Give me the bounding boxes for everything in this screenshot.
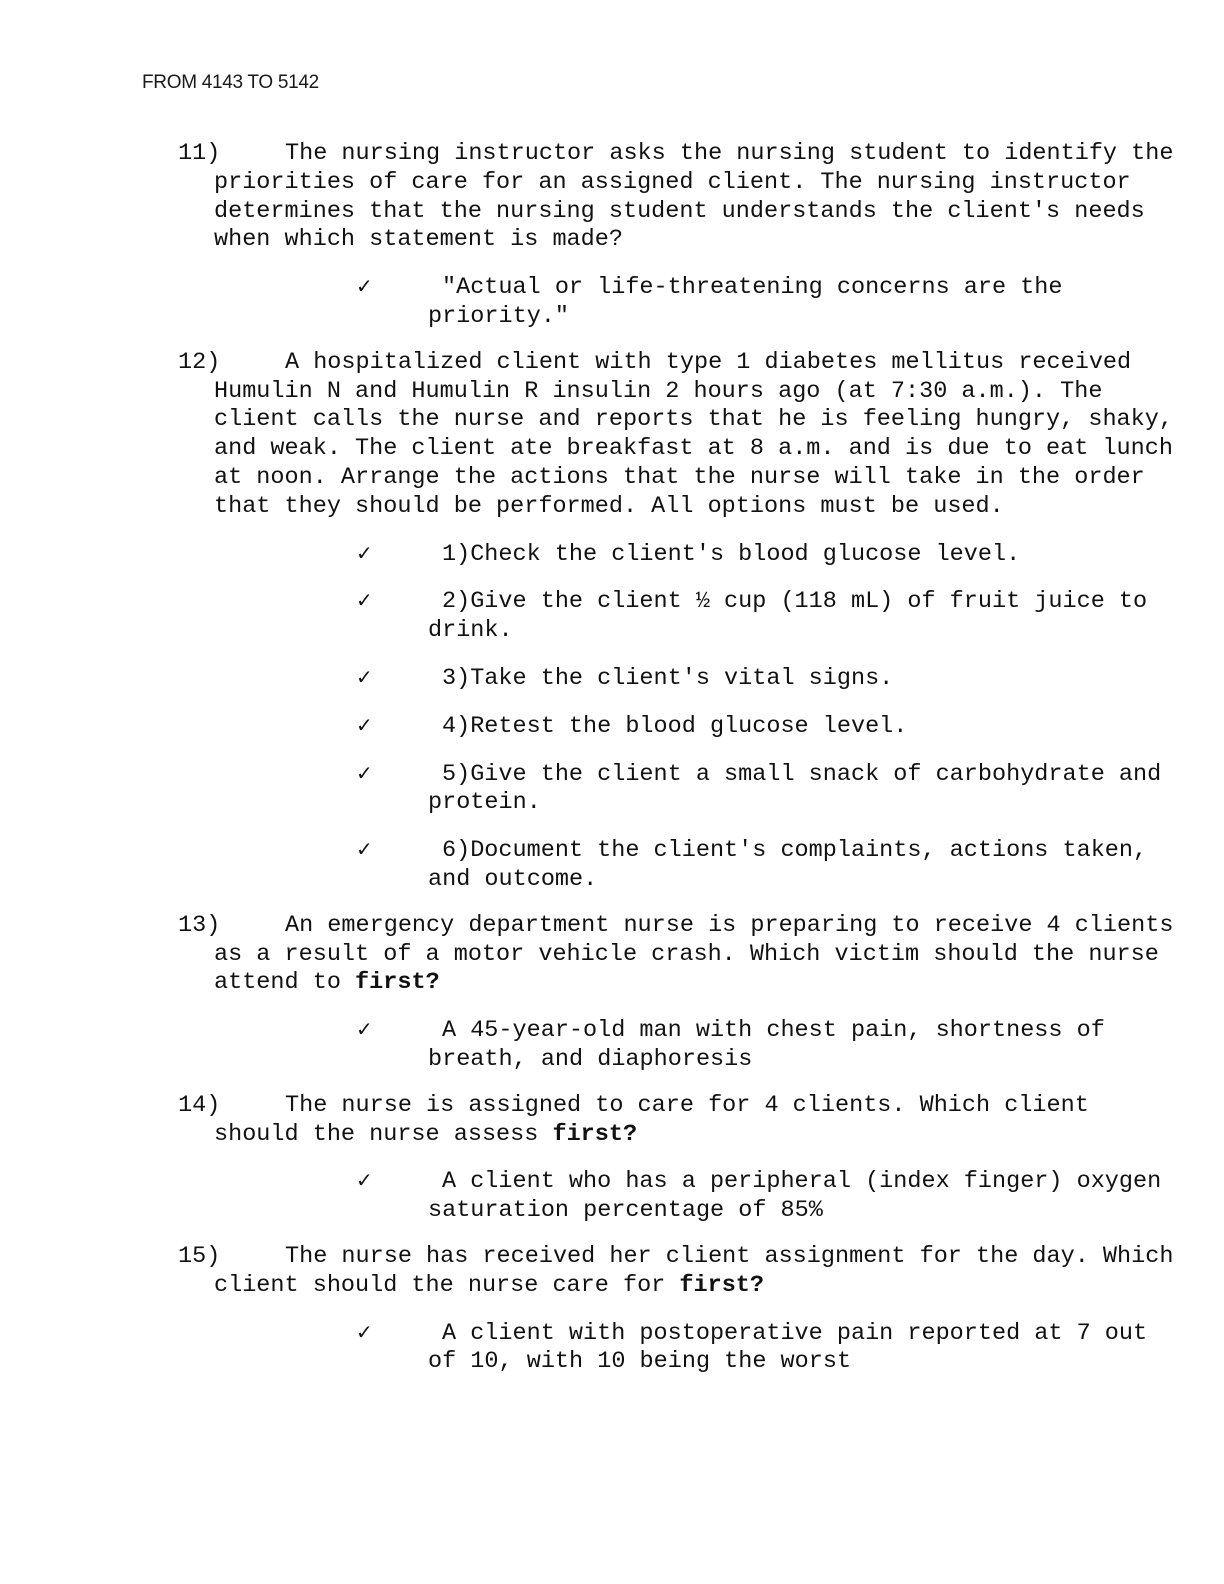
question-number: 13)	[178, 911, 221, 939]
answer-item	[178, 1166, 1178, 1226]
answer-text: A client who has a peripheral (index finger) oxygen saturation percentage of 85%	[428, 1168, 1162, 1225]
checkmark-icon: ✓	[356, 664, 373, 689]
answer-text: 4)Retest the blood glucose level.	[442, 712, 908, 740]
answer-text: "Actual or life-threatening concerns are the priority."	[428, 274, 1063, 330]
page-header: FROM 4143 TO 5142	[142, 72, 319, 93]
question-number: 14)	[178, 1091, 221, 1119]
checkmark-icon: ✓	[356, 540, 373, 565]
checkmark-icon: ✓	[356, 274, 373, 299]
question-number: 15)	[178, 1242, 221, 1270]
answer-text: 1)Check the client's blood glucose level.	[442, 540, 1021, 568]
question-text: The nursing instructor asks the nursing student to identify the priorities of care for an assigned client. The nursing instructor determines that the nursing student understands the client's needs when which statement is made?	[214, 140, 1174, 254]
answer-text: A client with postoperative pain reported at 7 out of 10, with 10 being the worst	[428, 1319, 1148, 1376]
checkmark-icon: ✓	[356, 1168, 373, 1193]
question-emphasis: first?	[679, 1271, 765, 1299]
question-text: A hospitalized client with type 1 diabetes mellitus received Humulin N and Humulin R insulin 2 hours ago (at 7:30 a.m.). The client calls the nurse and reports that he is feeling hungry, shaky, and weak. The client ate breakfast at 8 a.m. and is due to eat lunch at noon. Arrange the actions that the nurse will take in the order that they should be performed. All options must be used.	[214, 348, 1173, 520]
question-12	[178, 349, 1178, 522]
checkmark-icon: ✓	[356, 1319, 373, 1344]
question-text: The nurse is assigned to care for 4 clients. Which client should the nurse assess	[214, 1091, 1089, 1148]
answer-text: 2)Give the client ½ cup (118 mL) of fruit juice to drink.	[428, 588, 1148, 645]
answer-item	[178, 586, 1178, 646]
question-15	[178, 1243, 1178, 1301]
answer-item	[178, 1318, 1178, 1378]
answer-text: 6)Document the client's complaints, actions taken, and outcome.	[428, 837, 1148, 893]
checkmark-icon: ✓	[356, 837, 373, 862]
answer-item	[178, 711, 1178, 742]
question-14	[178, 1092, 1178, 1150]
question-text: An emergency department nurse is preparing to receive 4 clients as a result of a motor vehicle crash. Which victim should the nurse attend to	[214, 911, 1174, 997]
checkmark-icon: ✓	[356, 712, 373, 737]
question-emphasis: first?	[552, 1120, 638, 1148]
answer-item	[178, 835, 1178, 895]
answer-text: A 45-year-old man with chest pain, shortness of breath, and diaphoresis	[428, 1017, 1105, 1073]
checkmark-icon: ✓	[356, 588, 373, 613]
checkmark-icon: ✓	[356, 1017, 373, 1042]
answer-item	[178, 1015, 1178, 1075]
answer-text: 3)Take the client's vital signs.	[442, 664, 894, 692]
question-11	[178, 140, 1178, 255]
answer-item	[178, 663, 1178, 694]
answer-item	[178, 759, 1178, 819]
checkmark-icon: ✓	[356, 760, 373, 785]
answer-item	[178, 272, 1178, 332]
question-text: The nurse has received her client assignment for the day. Which client should the nurse care for	[214, 1242, 1174, 1299]
question-number: 12)	[178, 348, 221, 376]
question-13	[178, 912, 1178, 998]
question-emphasis: first?	[355, 969, 440, 997]
document-body	[178, 140, 1178, 1394]
question-number: 11)	[178, 140, 221, 167]
answer-item	[178, 539, 1178, 570]
answer-text: 5)Give the client a small snack of carbohydrate and protein.	[428, 760, 1162, 817]
